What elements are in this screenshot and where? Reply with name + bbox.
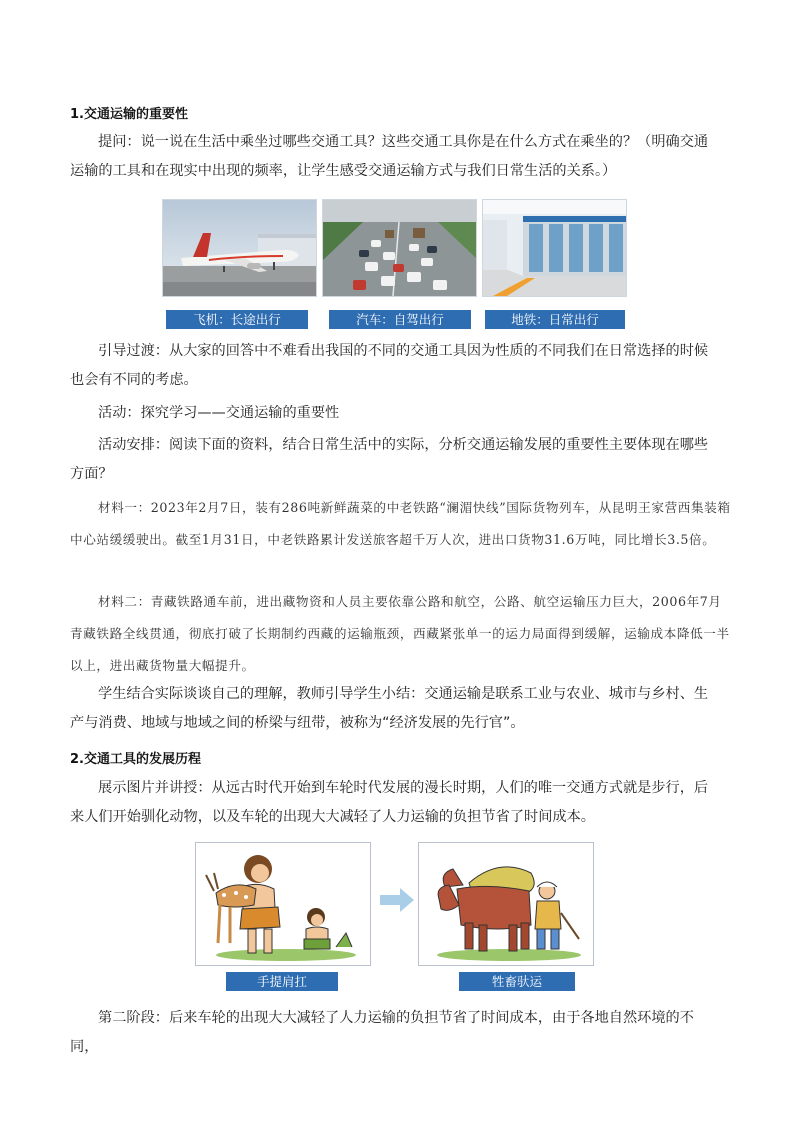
carrying-deer-icon bbox=[196, 843, 370, 965]
activity-paragraph: 活动：探究学习——交通运输的重要性 bbox=[98, 405, 340, 421]
transition-paragraph: 引导过渡：从大家的回答中不难看出我国的不同的交通工具因为性质的不同我们在日常选择的时候也会有不同的考虑。 bbox=[70, 343, 709, 388]
carrying-caption: 手提肩扛 bbox=[226, 972, 338, 991]
carrying-cartoon bbox=[195, 842, 371, 966]
section2-heading: 2.交通工具的发展历程 bbox=[70, 752, 201, 767]
material-two-paragraph: 材料二：青藏铁路通车前，进出藏物资和人员主要依靠公路和航空，公路、航空运输压力巨大，2006年7月青藏铁路全线贯通，彻底打破了长期制约西藏的运输瓶颈，西藏紧张单一的运力局面得到缓解，运输成本降低一半以上，进出藏货物量大幅提升。 bbox=[70, 594, 730, 673]
subway-photo bbox=[482, 199, 627, 297]
airplane-caption: 飞机：长途出行 bbox=[166, 310, 308, 329]
stage-two-paragraph: 第二阶段：后来车轮的出现大大减轻了人力运输的负担节省了时间成本，由于各地自然环境的不同， bbox=[70, 1010, 694, 1055]
airplane-icon bbox=[163, 200, 316, 296]
activity-arrangement-paragraph: 活动安排：阅读下面的资料，结合日常生活中的实际，分析交通运输发展的重要性主要体现在哪些方面？ bbox=[70, 437, 709, 482]
pack-animal-caption: 牲畜驮运 bbox=[459, 972, 575, 991]
material-one-paragraph: 材料一：2023年2月7日，装有286吨新鲜蔬菜的中老铁路“澜湄快线”国际货物列车，从昆明王家营西集装箱中心站缓缓驶出。截至1月31日，中老铁路累计发送旅客超千万人次，进出口货物31.6万吨，同比增长3.5倍。 bbox=[70, 500, 731, 547]
car-caption: 汽车：自驾出行 bbox=[329, 310, 471, 329]
section2-intro-paragraph: 展示图片并讲授：从远古时代开始到车轮时代发展的漫长时期，人们的唯一交通方式就是步行，后来人们开始驯化动物，以及车轮的出现大大减轻了人力运输的负担节省了时间成本。 bbox=[70, 780, 709, 825]
pack-animal-cartoon bbox=[418, 842, 594, 966]
summary-paragraph: 学生结合实际谈谈自己的理解，教师引导学生小结：交通运输是联系工业与农业、城市与乡村、生产与消费、地域与地域之间的桥梁与纽带，被称为“经济发展的先行官”。 bbox=[70, 686, 709, 731]
airplane-photo bbox=[162, 199, 317, 297]
traffic-icon bbox=[323, 200, 476, 296]
subway-caption: 地铁：日常出行 bbox=[485, 310, 625, 329]
section1-question-paragraph: 提问：说一说在生活中乘坐过哪些交通工具？这些交通工具你是在什么方式在乘坐的？（明确交通运输的工具和在现实中出现的频率，让学生感受交通运输方式与我们日常生活的关系。） bbox=[70, 134, 709, 179]
subway-icon bbox=[483, 200, 626, 296]
highway-photo bbox=[322, 199, 477, 297]
arrow-right-icon bbox=[380, 888, 414, 912]
horse-pack-icon bbox=[419, 843, 593, 965]
section1-heading: 1.交通运输的重要性 bbox=[70, 107, 188, 122]
